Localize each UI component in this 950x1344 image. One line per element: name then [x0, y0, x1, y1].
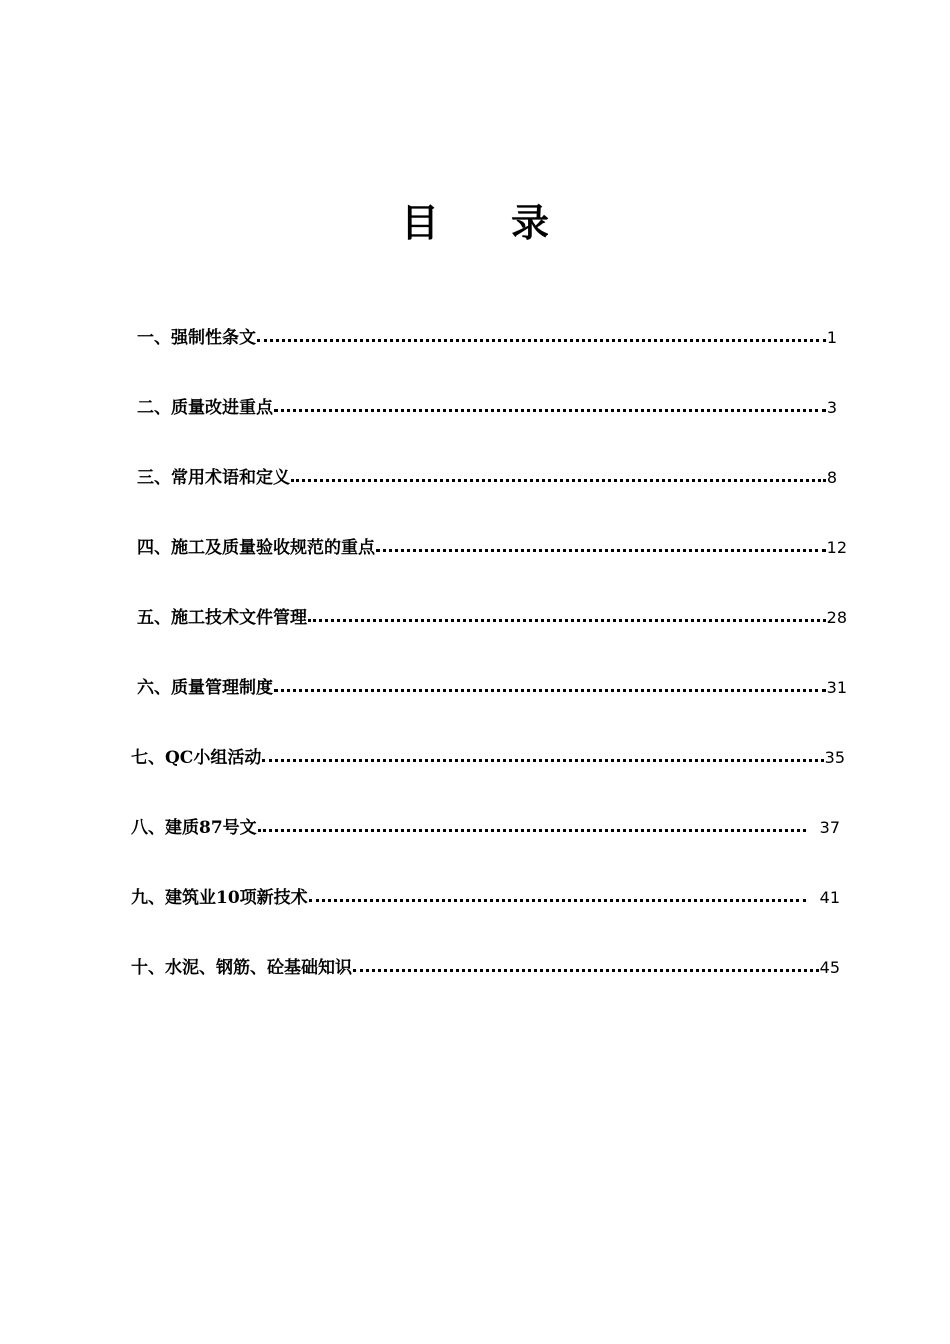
- toc-entry-page: 35: [824, 748, 845, 767]
- toc-dot-leader: [262, 746, 823, 770]
- toc-dot-leader: [257, 326, 826, 350]
- toc-dot-leader: [308, 606, 826, 630]
- toc-entry-label: 六、质量管理制度: [137, 678, 273, 698]
- toc-entry-page: 8: [826, 468, 837, 487]
- toc-entry[interactable]: [131, 746, 845, 770]
- toc-entry[interactable]: [137, 466, 837, 490]
- toc-entry-label: 八、建质87号文: [131, 818, 257, 838]
- toc-entry[interactable]: [137, 606, 847, 630]
- toc-entry-label: 九、建筑业10项新技术: [131, 888, 308, 908]
- toc-entry-label: 一、强制性条文: [137, 328, 256, 348]
- toc-dot-leader: [258, 816, 806, 840]
- toc-entry[interactable]: [137, 676, 847, 700]
- toc-entry[interactable]: [131, 816, 840, 840]
- toc-entry[interactable]: [137, 326, 837, 350]
- toc-entry[interactable]: [137, 396, 837, 420]
- toc-entry-page: 12: [826, 538, 847, 557]
- toc-entry-page: 45: [819, 958, 840, 977]
- toc-dot-leader: [274, 396, 826, 420]
- toc-entry[interactable]: [131, 886, 840, 910]
- toc-entry-label: 五、施工技术文件管理: [137, 608, 307, 628]
- toc-entry-label: 三、常用术语和定义: [137, 468, 290, 488]
- toc-entry-page: 28: [826, 608, 847, 627]
- toc-entry-page: 3: [826, 398, 837, 417]
- toc-entry-page: 31: [826, 678, 847, 697]
- toc-entry-page: 37: [819, 818, 840, 837]
- toc-entry[interactable]: [137, 536, 847, 560]
- toc-entry-label: 二、质量改进重点: [137, 398, 273, 418]
- toc-entry-label: 十、水泥、钢筋、砼基础知识: [131, 958, 352, 978]
- toc-dot-leader: [274, 676, 826, 700]
- toc-dot-leader: [376, 536, 826, 560]
- title-char-1: 目: [401, 200, 440, 245]
- toc-entry-label: 四、施工及质量验收规范的重点: [137, 538, 375, 558]
- title-char-2: 录: [511, 200, 550, 245]
- toc-entry-page: 41: [819, 888, 840, 907]
- toc-dot-leader: [291, 466, 826, 490]
- toc-entry-page: 1: [826, 328, 837, 347]
- toc-dot-leader: [353, 956, 819, 980]
- toc-entry-label: 七、QC小组活动: [131, 748, 262, 768]
- toc-dot-leader: [309, 886, 806, 910]
- toc-entry[interactable]: [131, 956, 840, 980]
